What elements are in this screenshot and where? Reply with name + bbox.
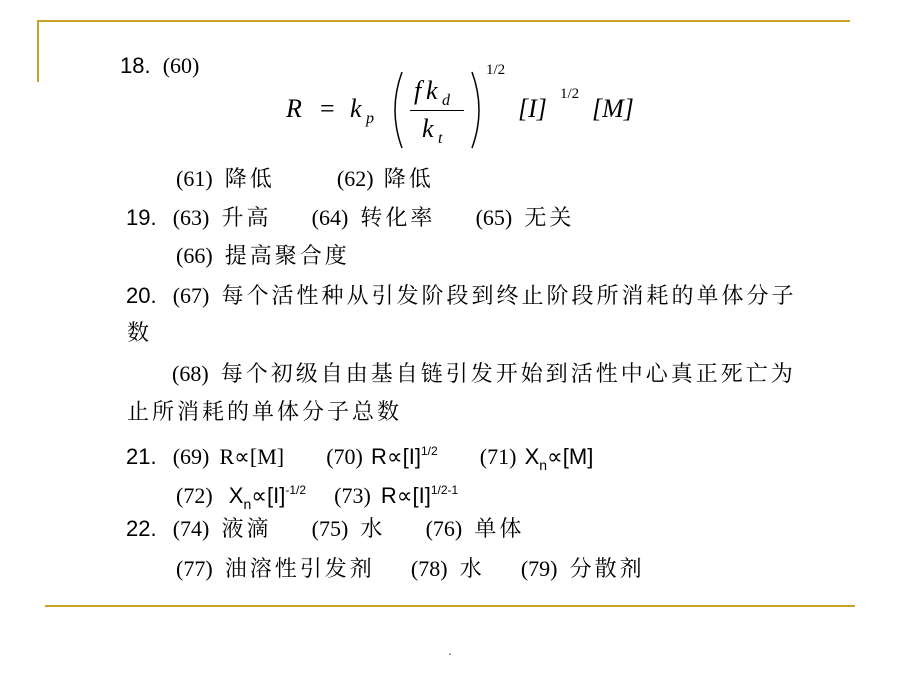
answer-number-78: (78) <box>410 556 448 581</box>
answer-number-67: (67) <box>172 283 210 308</box>
initiator-bracket: [I] <box>518 94 547 123</box>
answer-78: 水 <box>459 557 485 582</box>
answer-71-rest: ∝[M] <box>547 444 594 469</box>
answer-number-61: (61) <box>176 166 213 191</box>
formula-equals: = <box>320 94 335 123</box>
kd-subscript: d <box>442 92 450 109</box>
answer-number-76: (76) <box>425 516 463 541</box>
answer-number-63: (63) <box>172 205 210 230</box>
bottom-rule <box>45 605 855 607</box>
answer-number-70: (70) <box>326 444 363 469</box>
monomer-bracket: [M] <box>592 94 634 123</box>
answer-74: 液滴 <box>221 517 272 542</box>
answer-63: 升高 <box>221 206 272 231</box>
line-19 <box>126 205 574 232</box>
answer-72-subscript: n <box>243 496 252 512</box>
rate-formula <box>286 62 666 158</box>
footer-dot: . <box>448 642 452 658</box>
answer-73: R∝[I] <box>380 483 431 508</box>
answer-72-rest: ∝[I] <box>251 483 286 508</box>
item-number-19: 19. <box>126 205 157 230</box>
item-number-21: 21. <box>126 444 157 469</box>
answer-number-65: (65) <box>475 205 513 230</box>
item-number-18: 18. <box>120 53 151 78</box>
left-rule <box>37 20 39 82</box>
formula-kp-subscript: p <box>366 110 374 127</box>
line-22 <box>126 516 524 543</box>
answer-67-line1: 每个活性种从引发阶段到终止阶段所消耗的单体分子 <box>221 284 797 309</box>
answer-68-line1: 每个初级自由基自链引发开始到活性中心真正死亡为 <box>220 362 796 387</box>
answer-77: 油溶性引发剂 <box>224 557 375 582</box>
left-paren <box>386 70 404 150</box>
answer-66: 提高聚合度 <box>224 244 350 269</box>
answer-number-62: (62) <box>336 166 374 191</box>
answer-62: 降低 <box>383 167 434 192</box>
answer-70-exponent: 1/2 <box>420 444 438 458</box>
answer-71-x: X <box>524 444 540 469</box>
answer-65: 无关 <box>524 206 575 231</box>
answer-67-line2: 数 <box>127 321 153 346</box>
outer-exponent: 1/2 <box>486 62 506 78</box>
answer-number-74: (74) <box>172 516 210 541</box>
denominator-k: k <box>422 114 434 143</box>
answer-64: 转化率 <box>360 206 436 231</box>
answer-72-x: X <box>228 483 244 508</box>
fraction-bar <box>410 110 464 111</box>
answer-68-line2: 止所消耗的单体分子总数 <box>127 400 403 425</box>
answer-number-68: (68) <box>172 361 209 386</box>
answer-61: 降低 <box>224 167 275 192</box>
answer-72-exponent: -1/2 <box>285 483 307 497</box>
item-number-20: 20. <box>126 283 157 308</box>
answer-73-exponent: 1/2-1 <box>430 483 459 497</box>
answer-number-77: (77) <box>176 556 213 581</box>
line-21 <box>126 438 593 478</box>
answer-number-69: (69) <box>172 444 210 469</box>
answer-number-64: (64) <box>311 205 349 230</box>
line-72-73 <box>176 477 458 517</box>
kt-subscript: t <box>438 130 443 147</box>
answer-69: R∝[M] <box>219 444 285 469</box>
line-18 <box>120 53 199 79</box>
answer-number-73: (73) <box>334 483 371 508</box>
line-20 <box>126 283 797 310</box>
answer-number-71: (71) <box>479 444 517 469</box>
formula-R: R <box>286 94 302 123</box>
numerator-k: k <box>426 76 438 105</box>
answer-number-60: (60) <box>162 53 200 78</box>
line-68 <box>172 361 796 388</box>
answer-number-66: (66) <box>176 243 213 268</box>
line-77-79 <box>176 556 645 583</box>
answer-number-79: (79) <box>520 556 558 581</box>
answer-76: 单体 <box>474 517 525 542</box>
top-rule <box>37 20 850 22</box>
item-number-22: 22. <box>126 516 157 541</box>
line-61-62 <box>176 166 434 193</box>
numerator-f: f <box>414 76 422 105</box>
initiator-exponent: 1/2 <box>560 86 580 102</box>
formula-k: k <box>350 94 362 123</box>
answer-71-subscript: n <box>539 457 548 473</box>
answer-number-75: (75) <box>311 516 349 541</box>
right-paren <box>470 70 488 150</box>
answer-70: R∝[I] <box>371 444 421 469</box>
answer-79: 分散剂 <box>569 557 645 582</box>
line-66 <box>176 243 350 270</box>
answer-75: 水 <box>360 517 386 542</box>
answer-number-72: (72) <box>176 483 213 508</box>
